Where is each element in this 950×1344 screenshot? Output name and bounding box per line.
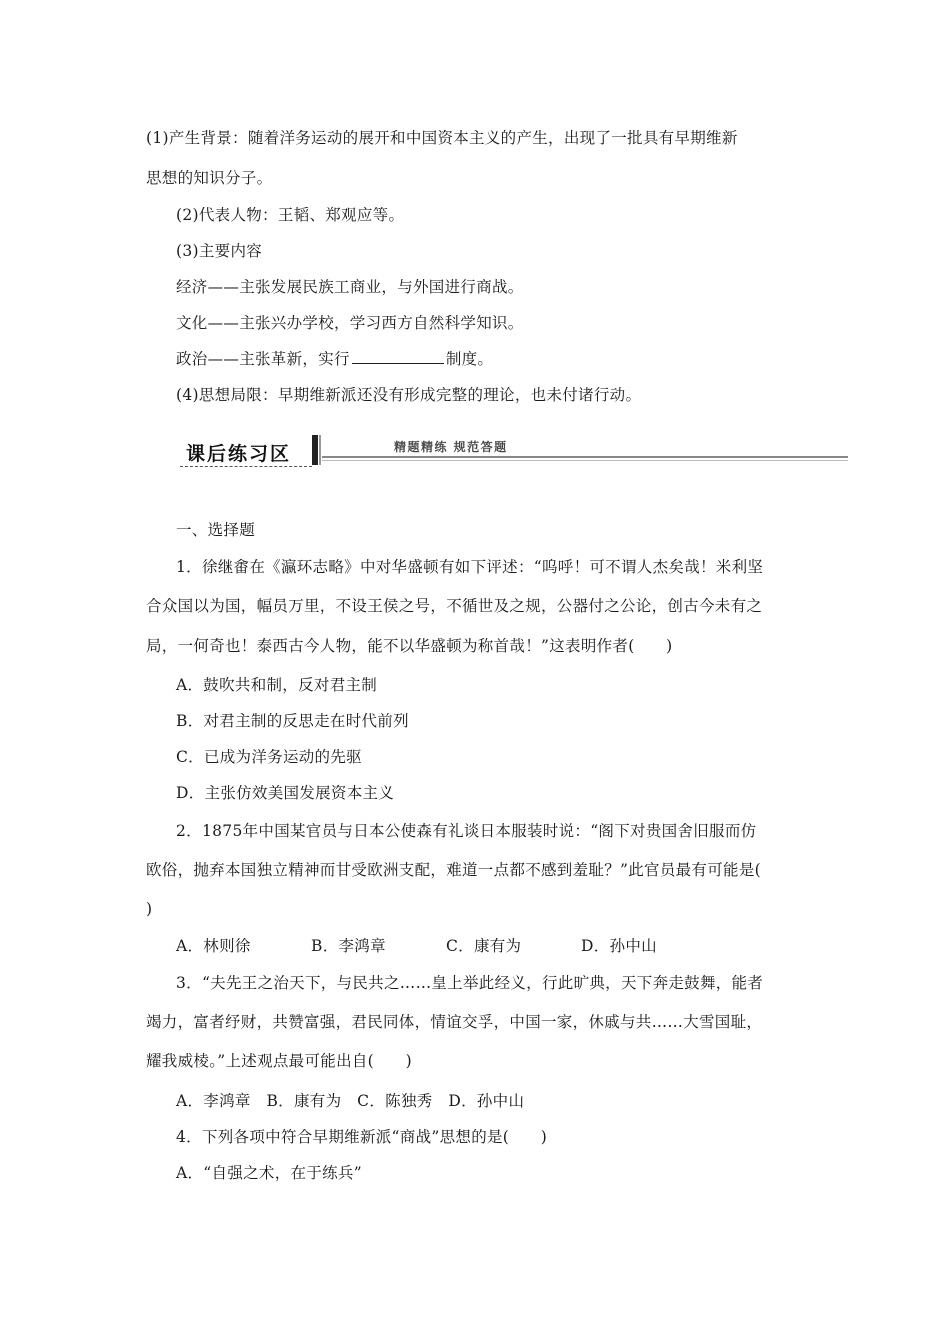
q1-option-c[interactable]: C．已成为洋务运动的先驱 bbox=[176, 748, 362, 766]
q2-option-a[interactable]: A．林则徐 bbox=[176, 937, 251, 955]
culture-line: 文化——主张兴办学校，学习西方自然科学知识。 bbox=[176, 314, 524, 332]
q1-option-a[interactable]: A．鼓吹共和制，反对君主制 bbox=[176, 676, 378, 694]
q3-line-1: 3．“夫先王之治天下，与民共之……皇上举此经义，行此旷典，天下奔走鼓舞，能者 bbox=[176, 974, 764, 992]
banner-divider-shadow bbox=[319, 435, 321, 465]
content-heading: (3)主要内容 bbox=[176, 242, 263, 260]
politics-line bbox=[176, 349, 493, 369]
q2-line-1: 2．1875年中国某官员与日本公使森有礼谈日本服装时说：“阁下对贵国舍旧服而仿 bbox=[176, 822, 757, 840]
limits-line: (4)思想局限：早期维新派还没有形成完整的理论，也未付诸行动。 bbox=[176, 386, 642, 404]
q2-option-b[interactable]: B．李鸿章 bbox=[311, 937, 386, 955]
background-line-2: 思想的知识分子。 bbox=[146, 169, 273, 187]
politics-suffix: 制度。 bbox=[445, 350, 494, 368]
q2-line-3: ) bbox=[146, 900, 153, 918]
q3-line-2: 竭力，富者纾财，共赞富强，君民同体，情谊交孚，中国一家，休戚与共……大雪国耻， bbox=[146, 1013, 763, 1031]
q2-options bbox=[176, 936, 657, 956]
q1-line-1: 1．徐继畬在《瀛环志略》中对华盛顿有如下评述：“呜呼！可不谓人杰矣哉！米利坚 bbox=[176, 558, 764, 576]
q1-option-d[interactable]: D．主张仿效美国发展资本主义 bbox=[176, 784, 395, 802]
economy-line: 经济——主张发展民族工商业，与外国进行商战。 bbox=[176, 278, 524, 296]
q2-option-d[interactable]: D．孙中山 bbox=[581, 937, 657, 955]
q4-option-a[interactable]: A．“自强之术，在于练兵” bbox=[176, 1164, 362, 1182]
q3-options[interactable]: A．李鸿章 B．康有为 C．陈独秀 D．孙中山 bbox=[176, 1092, 525, 1110]
banner-title: 课后练习区 bbox=[186, 443, 292, 465]
q2-line-2: 欧俗，抛弃本国独立精神而甘受欧洲支配，难道一点都不感到羞耻？”此官员最有可能是( bbox=[146, 861, 761, 879]
q1-line-3: 局，一何奇也！泰西古今人物，能不以华盛顿为称首哉！”这表明作者( ) bbox=[146, 637, 673, 655]
banner-divider bbox=[312, 435, 318, 465]
section-heading: 一、选择题 bbox=[176, 521, 256, 539]
banner-rule bbox=[322, 456, 848, 458]
q4-line-1: 4．下列各项中符合早期维新派“商战”思想的是( ) bbox=[176, 1128, 548, 1146]
banner-rule-thin bbox=[322, 460, 848, 461]
banner-dashed-line bbox=[180, 466, 312, 467]
q3-line-3: 耀我威棱。”上述观点最可能出自( ) bbox=[146, 1052, 412, 1070]
banner-subtitle: 精题精练 规范答题 bbox=[394, 440, 508, 454]
background-line-1: (1)产生背景：随着洋务运动的展开和中国资本主义的产生，出现了一批具有早期维新 bbox=[146, 129, 738, 147]
fill-in-blank[interactable] bbox=[352, 349, 444, 364]
section-banner bbox=[176, 433, 848, 469]
q1-line-2: 合众国以为国，幅员万里，不设王侯之号，不循世及之规，公器付之公论，创古今未有之 bbox=[146, 597, 763, 615]
figures-line: (2)代表人物：王韬、郑观应等。 bbox=[176, 206, 405, 224]
politics-prefix: 政治——主张革新，实行 bbox=[176, 350, 350, 368]
q2-option-c[interactable]: C．康有为 bbox=[446, 937, 522, 955]
q1-option-b[interactable]: B．对君主制的反思走在时代前列 bbox=[176, 712, 409, 730]
